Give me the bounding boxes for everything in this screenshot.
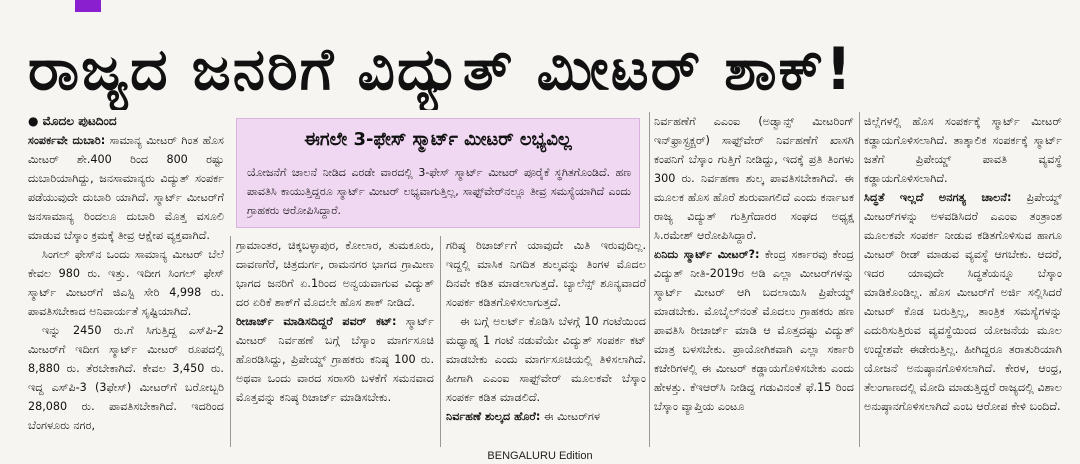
subhead-maintenance-fee: ನಿರ್ವಹಣೆ ಶುಲ್ಕದ ಹೊರೆ: bbox=[446, 410, 541, 423]
section-marker bbox=[75, 0, 101, 12]
column-divider bbox=[230, 236, 231, 447]
highlight-box bbox=[236, 118, 640, 228]
paragraph: ಸಿಂಗಲ್ ಫೇಸ್‌ನ ಒಂದು ಸಾಮಾನ್ಯ ಮೀಟರ್ ಬೆಲೆ ಕೇವಲ 980 ರು. ಇತ್ತು. ಇದೀಗ ಸಿಂಗಲ್ ಫೇಸ್ ಸ್ಮಾರ್ಟ್ ಮೀಟರ್‌ಗೆ ಜಿಎಸ್ಟಿ ಸೇರಿ 4,998 ರು. ಪಾವತಿಸಬೇಕಾದ ಅನಿವಾರ್ಯತೆ ಸೃಷ್ಟಿಯಾಗಿದೆ. bbox=[28, 248, 224, 318]
paragraph: ಗ್ರಾಮಾಂತರ, ಚಿಕ್ಕಬಳ್ಳಾಪುರ, ಕೋಲಾರ, ತುಮಕೂರು, ದಾವಣಗೆರೆ, ಚಿತ್ರದುರ್ಗ, ರಾಮನಗರ ಭಾಗದ ಗ್ರಾಮೀಣ ಭಾಗದ ಜನರಿಗೆ ಏ.1ರಿಂದ ಅನ್ವಯವಾಗುವ ವಿದ್ಯುತ್ ದರ ಏರಿಕೆ ಶಾಕ್‌ಗೆ ಮೊದಲೇ ಹೊಸ ಶಾಕ್ ನೀಡಿದೆ. bbox=[236, 239, 434, 309]
paragraph: ನಿರ್ವಹಣೆಗೆ ಎಎಂಐ (ಅಡ್ವಾನ್ಸ್ ಮೀಟರಿಂಗ್ ಇನ್‌ಫ್ರಾಸ್ಟ್ರಕ್ಚರ್) ಸಾಫ್ಟ್‌ವೇರ್ ನಿರ್ವಹಣೆಗೆ ಖಾಸಗಿ ಕಂಪನಿಗೆ ಬೆಸ್ಕಾಂ ಗುತ್ತಿಗೆ ನೀಡಿದ್ದು, ಇದಕ್ಕೆ ಪ್ರತಿ ತಿಂಗಳು 300 ರು. ನಿರ್ವಹಣಾ ಶುಲ್ಕ ಪಾವತಿಸಬೇಕಾಗಿದೆ. ಈ ಮೂಲಕ ಹೊಸ ಹೊರೆ ಶುರುವಾಗಲಿದೆ ಎಂದು ಕರ್ನಾಟಕ ರಾಜ್ಯ ವಿದ್ಯುತ್ ಗುತ್ತಿಗೆದಾರರ ಸಂಘದ ಅಧ್ಯಕ್ಷ ಸಿ.ರಮೇಶ್ ಆರೋಪಿಸಿದ್ದಾರೆ. bbox=[654, 115, 854, 242]
edition-label: BENGALURU Edition bbox=[487, 450, 593, 462]
paragraph: ಪ್ರಿಪೇಯ್ಡ್ ಮೀಟರ್‌ಗಳನ್ನು ಅಳವಡಿಸಿದರೆ ಎಎಂಐ ತಂತ್ರಾಂಶ ಮೂಲಕವೇ ಸಂಪರ್ಕ ನೀಡುವ ಕಡಿತಗೊಳಿಸುವ ಹಾಗೂ ಮೀಟರ್ ರೀಡ್ ಮಾಡುವ ವ್ಯವಸ್ಥೆ ಆಗಬೇಕು. ಆದರೆ, ಇದರ ಯಾವುದೇ ಸಿದ್ಧತೆಯನ್ನೂ ಬೆಸ್ಕಾಂ ಮಾಡಿಕೊಂಡಿಲ್ಲ. ಹೊಸ ಮೀಟರ್‌ಗೆ ಅರ್ಜಿ ಸಲ್ಲಿಸಿದರೆ ಮೀಟರ್ ಕೊಡ ಬರುತ್ತಿಲ್ಲ, ತಾಂತ್ರಿಕ ಸಮಸ್ಯೆಗಳನ್ನು ಎದುರಿಸುತ್ತಿರುವ ವ್ಯವಸ್ಥೆಯಿಂದ ಯೋಜನೆಯ ಮೂಲ ಉದ್ದೇಶವೇ ಈಡೇರುತ್ತಿಲ್ಲ. ಹೀಗಿದ್ದರೂ ತರಾತುರಿಯಾಗಿ ಯೋಜನೆ ಅನುಷ್ಠಾನಗೊಳಿಸಲಾಗಿದೆ. ಕೇರಳ, ಆಂಧ್ರ, ತೆಲಂಗಾಣದಲ್ಲಿ ಮೋದಿ ಮಾಡುತ್ತಿದ್ದರೆ ರಾಜ್ಯದಲ್ಲಿ ವಿಶಾಲ ಅನುಷ್ಠಾನಗೊಳಿಸಲಾಗಿದೆ ಎಂಬ ಆರೋಪ ಕೇಳಿ ಬಂದಿದೆ. bbox=[864, 191, 1062, 413]
paragraph: ಜಿಲ್ಲೆಗಳಲ್ಲಿ ಹೊಸ ಸಂಪರ್ಕಕ್ಕೆ ಸ್ಮಾರ್ಟ್ ಮೀಟರ್ ಕಡ್ಡಾಯಗೊಳಿಸಲಾಗಿದೆ. ತಾತ್ಕಾಲಿಕ ಸಂಪರ್ಕಕ್ಕೆ ಸ್ಮಾರ್ಟ್ ಜತೆಗೆ ಪ್ರಿಪೇಯ್ಡ್ ಪಾವತಿ ವ್ಯವಸ್ಥೆ ಕಡ್ಡಾಯಗೊಳಿಸಲಾಗಿದೆ. bbox=[864, 115, 1062, 185]
paragraph: ಸ್ಮಾರ್ಟ್ ಮೀಟರ್ ನಿರ್ವಹಣೆ ಬಗ್ಗೆ ಬೆಸ್ಕಾಂ ಮಾರ್ಗಸೂಚಿ ಹೊರಡಿಸಿದ್ದು, ಪ್ರಿಪೇಯ್ಡ್ ಗ್ರಾಹಕರು ಕನಿಷ್ಠ 100 ರು. ಅಥವಾ ಒಂದು ವಾರದ ಸರಾಸರಿ ಬಳಕೆಗೆ ಸಮನವಾದ ಮೊತ್ತವನ್ನು ಕನಿಷ್ಠ ರಿಚಾರ್ಜ್ ಮಾಡಿಸಬೇಕು. bbox=[236, 315, 434, 404]
paragraph: ಇನ್ನು 2450 ರು.ಗೆ ಸಿಗುತ್ತಿದ್ದ ಎಸ್‌ಪಿ-2 ಮೀಟರ್‌ಗೆ ಇದೀಗ ಸ್ಮಾರ್ಟ್ ಮೀಟರ್ ರೂಪದಲ್ಲಿ 8,880 ರು. ತೆರಬೇಕಾಗಿದೆ. ಕೇವಲ 3,450 ರು. ಇದ್ದ ಎಸ್‌ಪಿ-3 (3ಫೇಸ್) ಮೀಟರ್‌ಗೆ ಬರೋಬ್ಬರಿ 28,080 ರು. ಪಾವತಿಸಬೇಕಾಗಿದೆ. ಇದರಿಂದ ಬೆಂಗಳೂರು ನಗರ, bbox=[28, 324, 224, 432]
subhead-what-is-smart-meter: ಏನಿದು ಸ್ಮಾರ್ಟ್ ಮೀಟರ್?: bbox=[654, 248, 760, 261]
headline: ರಾಜ್ಯದ ಜನರಿಗೆ ವಿದ್ಯುತ್ ಮೀಟರ್ ಶಾಕ್! bbox=[28, 35, 854, 103]
subhead-connection-costly: ಸಂಪರ್ಕವೇ ದುಬಾರಿ: bbox=[28, 134, 106, 147]
article-column-2 bbox=[236, 236, 434, 447]
article-column-1 bbox=[28, 112, 224, 447]
paragraph: ಕೇಂದ್ರ ಸರ್ಕಾರವು ಕೇಂದ್ರ ವಿದ್ಯುತ್ ನೀತಿ-2019ರ ಅಡಿ ಎಲ್ಲಾ ಮೀಟರ್‌ಗಳನ್ನು ಸ್ಮಾರ್ಟ್ ಮೀಟರ್ ಆಗಿ ಬದಲಾಯಿಸಿ ಪ್ರಿಪೇಯ್ಡ್ ಮಾಡಬೇಕು. ಮೊಬೈಲ್‌ನಂತೆ ಮೊದಲು ಗ್ರಾಹಕರು ಹಣ ಪಾವತಿಸಿ ರೀಚಾರ್ಜ್ ಮಾಡಿ ಆ ಮೊತ್ತದಷ್ಟು ವಿದ್ಯುತ್ ಮಾತ್ರ ಬಳಸಬೇಕು. ಪ್ರಾಯೋಗಿಕವಾಗಿ ಎಲ್ಲಾ ಸರ್ಕಾರಿ ಕಚೇರಿಗಳಲ್ಲಿ ಈ ಮೀಟರ್ ಕಡ್ಡಾಯಗೊಳಿಸಬೇಕು ಎಂದು ಹೇಳತ್ತು. ಕೆಇಆರ್‌ಸಿ ನೀಡಿದ್ದ ಗಡುವಿನಂತೆ ಫೆ.15 ರಿಂದ ಬೆಸ್ಕಾಂ ವ್ಯಾಪ್ತಿಯ ಎಂಟೂ bbox=[654, 248, 854, 413]
column-divider bbox=[649, 112, 650, 447]
column-divider bbox=[440, 236, 441, 447]
subhead-hasty-launch: ಸಿದ್ಧತೆ ಇಲ್ಲದೆ ಅನಗತ್ಯ ಚಾಲನೆ: bbox=[864, 191, 1012, 204]
paragraph: ಈ ಬಗ್ಗೆ ಅಲರ್ಟ್ ಕೊಡಿಸಿ ಬೆಳಗ್ಗೆ 10 ಗಂಟೆಯಿಂದ ಮಧ್ಯಾಹ್ನ 1 ಗಂಟೆ ನಡುವೆಯೇ ವಿದ್ಯುತ್ ಸಂಪರ್ಕ ಕಟ್ ಮಾಡಬೇಕು ಎಂದು ಮಾರ್ಗಸೂಚಿಯಲ್ಲಿ ತಿಳಿಸಲಾಗಿದೆ. ಹೀಗಾಗಿ ಎಎಂಐ ಸಾಫ್ಟ್‌ವೇರ್ ಮೂಲಕವೇ ಬೆಸ್ಕಾಂ ಸಂಪರ್ಕ ಕಡಿತ ಮಾಡಲಿದೆ. bbox=[446, 315, 646, 404]
paragraph: ಗರಿಷ್ಠ ರಿಚಾರ್ಜ್‌ಗೆ ಯಾವುದೇ ಮಿತಿ ಇರುವುದಿಲ್ಲ. ಇದ್ದಲ್ಲಿ ಮಾಸಿಕ ನಿಗದಿತ ಶುಲ್ಕವನ್ನು ತಿಂಗಳ ಮೊದಲ ದಿನವೇ ಕಡಿತ ಮಾಡಲಾಗುತ್ತದೆ. ಬ್ಯಾಲೆನ್ಸ್ ಶೂನ್ಯವಾದರೆ ಸಂಪರ್ಕ ಕಡಿತಗೊಳಿಸಲಾಗುತ್ತದೆ. bbox=[446, 239, 646, 309]
paragraph: ಈ ಮೀಟರ್‌ಗಳ bbox=[543, 410, 601, 423]
highlight-box-title: ಈಗಲೇ 3-ಫೇಸ್ ಸ್ಮಾರ್ಟ್ ಮೀಟರ್ ಲಭ್ಯವಿಲ್ಲ bbox=[304, 129, 572, 150]
article-column-4 bbox=[654, 112, 854, 447]
subhead-power-cut: ರೀಚಾರ್ಜ್ ಮಾಡಿಸದಿದ್ದರೆ ಪವರ್ ಕಟ್: bbox=[236, 315, 397, 328]
article-column-3 bbox=[446, 236, 646, 447]
column-divider bbox=[859, 112, 860, 447]
continued-from-label: ● ಮೊದಲ ಪುಟದಿಂದ bbox=[28, 114, 117, 128]
paragraph: ಸಾಮಾನ್ಯ ಮೀಟರ್ ಗಿಂತ ಹೊಸ ಮೀಟರ್ ಶೇ.400 ರಿಂದ 800 ರಷ್ಟು ದುಬಾರಿಯಾಗಿದ್ದು, ಜನಸಾಮಾನ್ಯರು ವಿದ್ಯುತ್ ಸಂಪರ್ಕ ಪಡೆಯುವುದೇ ದುಬಾರಿ ಯಾಗಿದೆ. ಸ್ಮಾರ್ಟ್ ಮೀಟರ್‌ಗೆ ಜನಸಾಮಾನ್ಯ ರಿಂದಲೂ ದುಬಾರಿ ಮೊತ್ತ ವಸೂಲಿ ಮಾಡುವ ಬೆಸ್ಕಾಂ ಕ್ರಮಕ್ಕೆ ತೀವ್ರ ಆಕ್ಷೇಪ ವ್ಯಕ್ತವಾಗಿದೆ. bbox=[28, 134, 224, 242]
highlight-box-text: ಯೋಜನೆಗೆ ಚಾಲನೆ ನೀಡಿದ ಎರಡೇ ವಾರದಲ್ಲಿ 3-ಫೇಸ್ ಸ್ಮಾರ್ಟ್ ಮೀಟರ್ ಪೂರೈಕೆ ಸ್ಥಗಿತಗೊಂಡಿದೆ. ಹಣ ಪಾವತಿಸಿ ಕಾಯುತ್ತಿದ್ದರೂ ಸ್ಮಾರ್ಟ್ ಮೀಟರ್ ಲಭ್ಯವಾಗುತ್ತಿಲ್ಲ, ಸಾಫ್ಟ್‌ವೇರ್‌ನಲ್ಲೂ ತೀವ್ರ ಸಮಸ್ಯೆಯಾಗಿದೆ ಎಂದು ಗ್ರಾಹಕರು ಆರೋಪಿಸಿದ್ದಾರೆ. bbox=[247, 166, 631, 217]
article-column-5 bbox=[864, 112, 1062, 447]
